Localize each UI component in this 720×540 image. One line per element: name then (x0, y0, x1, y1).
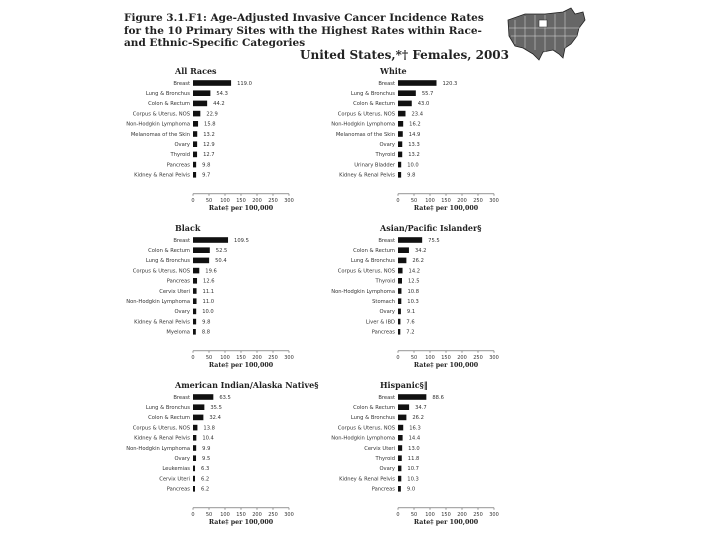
category-label: Ovary (174, 309, 190, 316)
category-label: Colon & Rectum (353, 248, 395, 254)
category-label: Lung & Bronchus (350, 91, 395, 97)
bar (193, 278, 197, 284)
bar (193, 237, 228, 243)
x-tick-label: 250 (473, 354, 483, 361)
x-tick-label: 300 (489, 197, 499, 204)
x-tick-label: 100 (425, 511, 435, 518)
bar (193, 141, 197, 147)
data-label: 13.8 (203, 425, 215, 432)
x-tick-label: 150 (236, 197, 246, 204)
bar (193, 329, 196, 335)
data-label: 23.4 (411, 111, 424, 118)
bar (193, 247, 210, 253)
data-label: 14.2 (408, 268, 421, 275)
data-label: 10.7 (407, 466, 419, 473)
x-tick-label: 50 (410, 197, 418, 204)
data-label: 9.9 (202, 445, 211, 452)
category-label: Cervix Uteri (364, 445, 395, 452)
x-axis-label: Rate‡ per 100,000 (413, 204, 479, 212)
data-label: 10.8 (407, 288, 420, 295)
category-label: Corpus & Uterus, NOS (337, 111, 395, 118)
category-label: Kidney & Renal Pelvis (134, 172, 190, 179)
x-tick-label: 150 (236, 511, 246, 518)
category-label: Corpus & Uterus, NOS (132, 111, 190, 118)
bar (398, 404, 409, 410)
x-tick-label: 200 (457, 354, 467, 361)
category-label: Cervix Uteri (159, 476, 190, 483)
x-tick-label: 300 (284, 197, 294, 204)
chart-asian-pacific-islander (305, 223, 515, 379)
data-label: 11.8 (407, 456, 420, 462)
category-label: Stomach (372, 299, 395, 305)
panel-title: White (380, 66, 407, 76)
x-axis-label: Rate‡ per 100,000 (208, 361, 274, 369)
figure-title: Figure 3.1.F1: Age-Adjusted Invasive Cancer Incidence Rates for the 10 Primary Sites with the Highest Rates within Race- and Ethnic-Specific Categories (124, 12, 484, 49)
data-label: 44.2 (213, 101, 225, 108)
x-tick-label: 300 (489, 354, 499, 361)
data-label: 34.7 (415, 405, 427, 411)
bar (398, 298, 401, 304)
bar (398, 152, 402, 158)
x-tick-label: 0 (396, 511, 400, 518)
category-label: Leukemias (162, 466, 190, 473)
category-label: Thyroid (375, 456, 395, 462)
bar (193, 319, 196, 325)
category-label: Ovary (379, 142, 395, 148)
x-tick-label: 150 (441, 197, 451, 204)
x-axis-label: Rate‡ per 100,000 (413, 518, 479, 526)
bar (193, 466, 195, 472)
data-label: 13.0 (408, 445, 420, 452)
data-label: 9.8 (202, 162, 211, 169)
bar (398, 90, 416, 96)
data-label: 34.2 (414, 248, 427, 254)
bar (193, 445, 196, 451)
panel-title: Black (175, 223, 201, 233)
bar (193, 121, 198, 127)
data-label: 9.0 (406, 486, 416, 493)
category-label: Lung & Bronchus (145, 91, 190, 97)
data-label: 16.2 (409, 121, 421, 128)
x-tick-label: 0 (396, 354, 400, 361)
bar (398, 131, 403, 137)
data-label: 11.1 (202, 288, 215, 295)
x-tick-label: 200 (457, 197, 467, 204)
category-label: Cervix Uteri (159, 288, 190, 295)
category-label: Lung & Bronchus (145, 405, 190, 411)
x-axis-label: Rate‡ per 100,000 (208, 518, 274, 526)
bar (398, 329, 400, 335)
data-label: 12.5 (408, 278, 420, 285)
data-label: 6.3 (201, 466, 210, 473)
category-label: Pancreas (166, 486, 190, 493)
bar (193, 111, 200, 117)
category-label: Pancreas (166, 278, 190, 285)
bar (398, 268, 403, 274)
x-tick-label: 50 (410, 354, 418, 361)
data-label: 43.0 (417, 101, 430, 108)
category-label: Breast (173, 80, 190, 87)
us-map-icon (505, 6, 587, 68)
bar (398, 162, 401, 168)
category-label: Urinary Bladder (354, 162, 395, 169)
x-axis-label: Rate‡ per 100,000 (208, 204, 274, 212)
bar (193, 152, 197, 158)
category-label: Melanomas of the Skin (130, 131, 190, 138)
bar (398, 476, 401, 482)
category-label: Kidney & Renal Pelvis (339, 476, 395, 483)
bar (398, 247, 409, 253)
bar (398, 101, 412, 107)
x-tick-label: 100 (220, 511, 230, 518)
data-label: 55.7 (421, 91, 434, 97)
category-label: Ovary (379, 466, 395, 473)
data-label: 22.9 (206, 111, 218, 118)
bar (193, 101, 207, 107)
bar (398, 466, 401, 472)
x-tick-label: 200 (252, 511, 262, 518)
bar (193, 298, 197, 304)
panel-title: All Races (175, 66, 217, 76)
data-label: 120.3 (442, 80, 458, 87)
bar (398, 80, 436, 86)
data-label: 10.3 (407, 476, 419, 483)
bar (193, 162, 196, 168)
category-label: Breast (378, 394, 395, 401)
data-label: 35.5 (210, 405, 222, 411)
data-label: 6.2 (200, 486, 210, 493)
category-label: Non-Hodgkin Lymphoma (126, 445, 190, 452)
x-tick-label: 0 (191, 197, 195, 204)
category-label: Thyroid (170, 152, 190, 159)
data-label: 10.0 (407, 162, 419, 169)
category-label: Corpus & Uterus, NOS (337, 268, 395, 275)
panel-title: Asian/Pacific Islander§ (380, 223, 482, 233)
category-label: Melanomas of the Skin (335, 131, 395, 138)
chart-american-indian-alaska-native (100, 380, 319, 536)
bar (193, 258, 209, 264)
x-tick-label: 100 (220, 197, 230, 204)
panel-title: American Indian/Alaska Native§ (175, 380, 319, 390)
data-label: 26.2 (412, 258, 424, 265)
category-label: Kidney & Renal Pelvis (134, 435, 190, 442)
x-tick-label: 0 (191, 511, 195, 518)
chart-hispanic (305, 380, 515, 536)
x-tick-label: 250 (473, 511, 483, 518)
category-label: Colon & Rectum (148, 248, 190, 254)
data-label: 75.5 (428, 237, 440, 244)
chart-all-races (100, 66, 310, 222)
data-label: 119.0 (237, 80, 252, 87)
category-label: Corpus & Uterus, NOS (337, 425, 395, 432)
data-label: 9.7 (202, 172, 211, 179)
category-label: Colon & Rectum (148, 415, 190, 422)
bar (193, 131, 197, 137)
category-label: Non-Hodgkin Lymphoma (331, 121, 395, 128)
x-tick-label: 200 (252, 354, 262, 361)
data-label: 13.2 (408, 152, 420, 159)
bar (398, 288, 401, 294)
data-label: 52.5 (215, 248, 228, 254)
category-label: Kidney & Renal Pelvis (339, 172, 395, 179)
bar (193, 172, 196, 178)
category-label: Lung & Bronchus (350, 258, 395, 265)
bar (193, 90, 210, 96)
x-tick-label: 250 (268, 197, 278, 204)
chart-black (100, 223, 310, 379)
x-tick-label: 50 (205, 354, 213, 361)
category-label: Kidney & Renal Pelvis (134, 319, 190, 326)
category-label: Non-Hodgkin Lymphoma (331, 435, 395, 442)
x-tick-label: 300 (284, 511, 294, 518)
bar (193, 80, 231, 86)
bar (193, 394, 213, 400)
data-label: 63.5 (219, 394, 231, 401)
bar (398, 258, 406, 264)
bar (193, 486, 195, 492)
data-label: 13.2 (203, 131, 215, 138)
bar (398, 309, 401, 315)
panel-title: Hispanic§‖ (380, 380, 428, 390)
x-tick-label: 100 (425, 354, 435, 361)
figure-subtitle: United States,*† Females, 2003 (300, 48, 509, 62)
data-label: 109.5 (234, 237, 249, 244)
category-label: Thyroid (375, 152, 395, 159)
data-label: 88.6 (432, 394, 444, 401)
bar (193, 288, 197, 294)
category-label: Lung & Bronchus (145, 258, 190, 265)
x-tick-label: 50 (205, 197, 213, 204)
x-tick-label: 200 (252, 197, 262, 204)
data-label: 13.3 (408, 142, 420, 148)
x-tick-label: 250 (268, 354, 278, 361)
bar (398, 486, 401, 492)
data-label: 32.4 (209, 415, 221, 422)
x-tick-label: 100 (425, 197, 435, 204)
data-label: 8.8 (201, 329, 211, 336)
bar (398, 237, 422, 243)
data-label: 19.6 (205, 268, 217, 275)
data-label: 14.9 (408, 131, 421, 138)
category-label: Ovary (174, 456, 190, 462)
x-tick-label: 250 (268, 511, 278, 518)
category-label: Corpus & Uterus, NOS (132, 268, 190, 275)
category-label: Colon & Rectum (353, 101, 395, 108)
bar (193, 404, 204, 410)
x-tick-label: 250 (473, 197, 483, 204)
data-label: 11.0 (202, 299, 215, 305)
bar (398, 278, 402, 284)
category-label: Breast (378, 237, 395, 244)
x-tick-label: 300 (284, 354, 294, 361)
category-label: Pancreas (371, 329, 395, 336)
data-label: 9.8 (202, 319, 211, 326)
data-label: 9.8 (407, 172, 416, 179)
bar (193, 268, 199, 274)
category-label: Breast (173, 237, 190, 244)
category-label: Non-Hodgkin Lymphoma (126, 299, 190, 305)
bar (398, 394, 426, 400)
data-label: 7.6 (406, 319, 415, 326)
bar (398, 415, 406, 421)
x-tick-label: 50 (410, 511, 418, 518)
bar (398, 319, 400, 325)
x-tick-label: 150 (441, 354, 451, 361)
data-label: 9.5 (202, 456, 211, 462)
bar (193, 415, 203, 421)
category-label: Colon & Rectum (353, 405, 395, 411)
bar (398, 121, 403, 127)
bar (398, 141, 402, 147)
x-tick-label: 100 (220, 354, 230, 361)
category-label: Breast (173, 394, 190, 401)
data-label: 10.3 (407, 299, 419, 305)
x-tick-label: 300 (489, 511, 499, 518)
category-label: Ovary (379, 309, 395, 316)
x-tick-label: 150 (236, 354, 246, 361)
data-label: 15.8 (204, 121, 216, 128)
chart-white (305, 66, 515, 222)
data-label: 6.2 (200, 476, 210, 483)
data-label: 50.4 (215, 258, 227, 265)
category-label: Non-Hodgkin Lymphoma (126, 121, 190, 128)
data-label: 7.2 (406, 329, 415, 336)
data-label: 10.0 (202, 309, 214, 316)
category-label: Corpus & Uterus, NOS (132, 425, 190, 432)
bar (398, 111, 405, 117)
bar (398, 435, 403, 441)
data-label: 14.4 (408, 435, 421, 442)
x-tick-label: 0 (396, 197, 400, 204)
bar (398, 425, 403, 431)
bar (398, 445, 402, 451)
data-label: 10.4 (202, 435, 214, 442)
category-label: Liver & IBD (365, 319, 395, 326)
category-label: Lung & Bronchus (350, 415, 395, 422)
bar (193, 435, 196, 441)
bar (193, 425, 197, 431)
data-label: 54.3 (216, 91, 228, 97)
bar (398, 172, 401, 178)
data-label: 9.1 (406, 309, 416, 316)
category-label: Ovary (174, 142, 190, 148)
category-label: Pancreas (371, 486, 395, 493)
x-tick-label: 0 (191, 354, 195, 361)
category-label: Breast (378, 80, 395, 87)
data-label: 12.7 (203, 152, 215, 159)
category-label: Myeloma (166, 329, 190, 336)
category-label: Pancreas (166, 162, 190, 169)
data-label: 12.9 (203, 142, 215, 148)
bar (193, 476, 195, 482)
bar (193, 309, 196, 315)
x-tick-label: 150 (441, 511, 451, 518)
data-label: 12.6 (203, 278, 215, 285)
category-label: Thyroid (375, 278, 395, 285)
bar (193, 455, 196, 461)
bar (398, 455, 402, 461)
data-label: 26.2 (412, 415, 424, 422)
x-tick-label: 200 (457, 511, 467, 518)
category-label: Colon & Rectum (148, 101, 190, 108)
x-tick-label: 50 (205, 511, 213, 518)
x-axis-label: Rate‡ per 100,000 (413, 361, 479, 369)
category-label: Non-Hodgkin Lymphoma (331, 288, 395, 295)
data-label: 16.3 (409, 425, 421, 432)
